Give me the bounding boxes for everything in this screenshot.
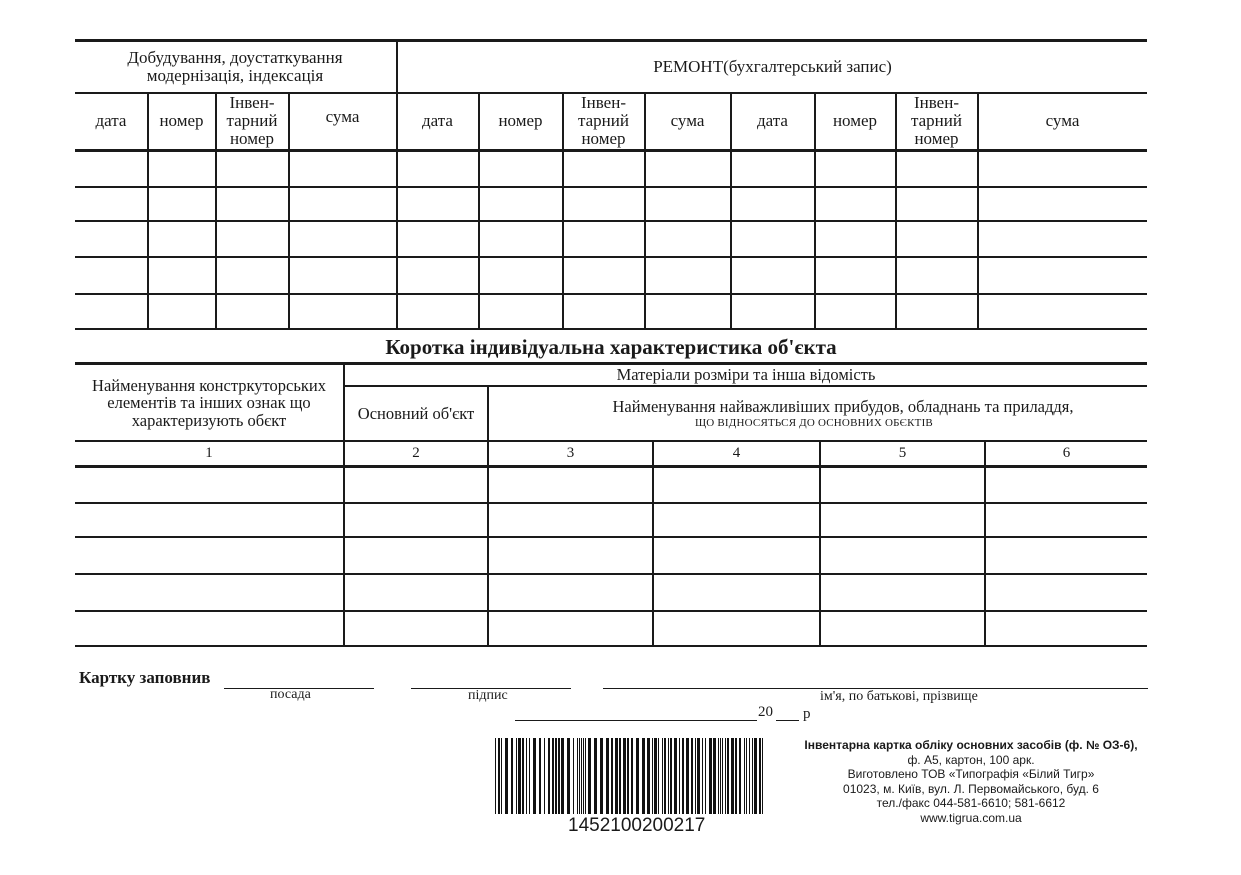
publisher-phone: тел./факс 044-581-6610; 581-6612 [876, 796, 1066, 810]
upper-table-row-line [75, 256, 1147, 258]
publisher-website: www.tigrua.com.ua [920, 810, 1022, 825]
upper-group-header-additions: Добудування, доустаткування модернізація, індексація [127, 48, 343, 85]
lower-table-col-divider [819, 441, 821, 646]
lower-col3-header-subtitle: ЩО ВІДНОСЯТЬСЯ ДО ОСНОВНИХ ОБЄКТІВ [695, 417, 933, 430]
upper-table-header-bottom [75, 149, 1147, 152]
section-title: Коротка індивідуальна характеристика об'єкта [385, 334, 837, 359]
barcode-number: 1452100200217 [568, 815, 706, 836]
lower-table-row-line [75, 610, 1147, 612]
filled-by-label: Картку заповнив [79, 668, 211, 687]
lower-group-header-materials: Матеріали розміри та інша відомість [616, 365, 876, 385]
position-caption: посада [270, 687, 311, 702]
column-header-date: дата [95, 111, 127, 131]
column-header-number: номер [159, 111, 204, 131]
lower-col3-header-attachments: Найменування найважливіших прибудов, обладнань та приладдя, [612, 397, 1074, 417]
upper-table-top-border [75, 39, 1147, 42]
sign-caption: підпис [468, 688, 508, 703]
column-number-2: 2 [412, 444, 420, 461]
column-number-3: 3 [566, 444, 575, 461]
column-header-date: дата [757, 111, 788, 131]
name-caption: ім'я, по батькові, прізвище [820, 689, 978, 704]
lower-table-row-line [75, 502, 1147, 504]
column-header-sum: сума [325, 107, 360, 126]
column-header-sum: сума [1045, 111, 1080, 131]
year-prefix: 20 [758, 704, 773, 720]
upper-table-bottom-border [75, 328, 1147, 330]
publisher-address: 01023, м. Київ, вул. Л. Первомайського, буд. 6 [843, 781, 1099, 796]
column-number-4: 4 [732, 444, 741, 461]
column-number-5: 5 [898, 444, 907, 461]
column-number-6: 6 [1062, 444, 1071, 461]
form-format: ф. А5, картон, 100 арк. [907, 752, 1035, 767]
lower-table-col-divider [652, 441, 654, 646]
column-header-sum: сума [670, 111, 705, 131]
column-header-number: номер [498, 111, 543, 131]
upper-table-row-line [75, 220, 1147, 222]
lower-col1-header: Найменування констркуторських елементів та інших ознак що характеризують обєкт [92, 376, 326, 430]
lower-col2-header-main-object: Основний об'єкт [357, 403, 475, 423]
column-header-inventory-number: Інвен-тарний номер [578, 93, 629, 148]
barcode-icon [495, 738, 765, 816]
column-header-inventory-number: Інвен-тарний номер [911, 93, 962, 148]
date-line [515, 720, 757, 721]
year-suffix: р [803, 706, 811, 722]
publisher-name: Виготовлено ТОВ «Типографія «Білий Тигр» [847, 767, 1095, 781]
column-header-inventory-number: Інвен-тарний номер [226, 93, 278, 148]
lower-table-col-divider [984, 441, 986, 646]
column-header-date: дата [422, 111, 453, 131]
lower-table-bottom-border [75, 645, 1147, 647]
lower-table-row-line [75, 573, 1147, 575]
column-number-1: 1 [205, 444, 213, 461]
lower-table-row-line [75, 536, 1147, 538]
year-line [776, 720, 799, 721]
form-title: Інвентарна картка обліку основних засобів (ф. № ОЗ-6), [804, 738, 1138, 752]
upper-group-header-repair: РЕМОНТ(бухгалтерський запис) [653, 57, 892, 77]
upper-table-row-line [75, 186, 1147, 188]
publisher-info [786, 738, 1156, 825]
lower-table-number-row-bottom [75, 465, 1147, 468]
upper-table-row-line [75, 293, 1147, 295]
column-header-number: номер [832, 111, 878, 131]
